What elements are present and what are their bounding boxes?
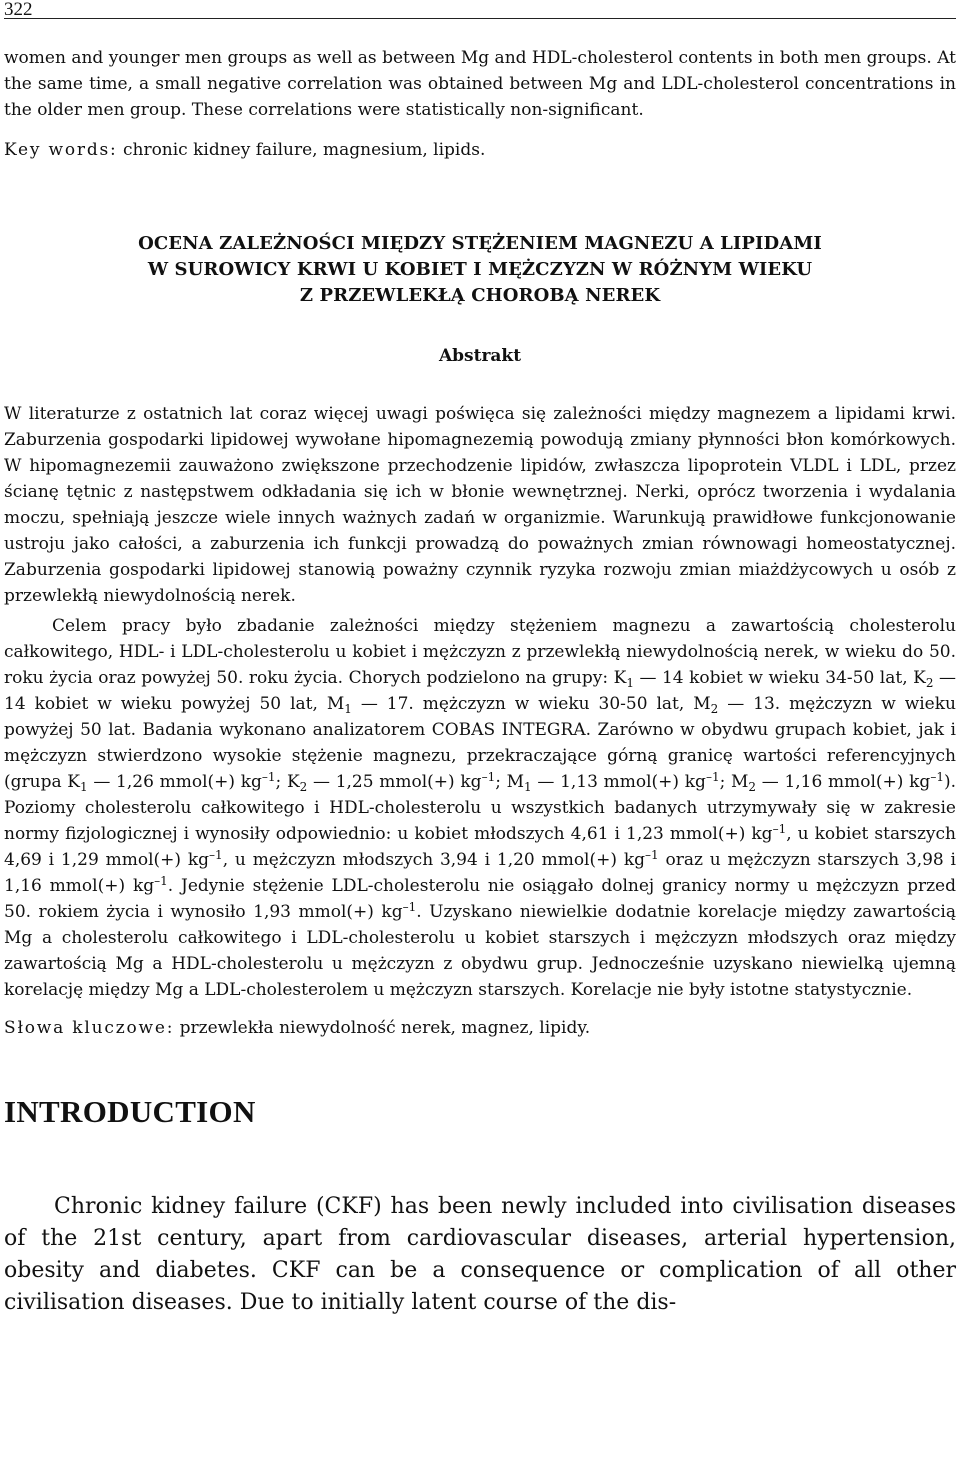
abstrakt-p2-text: ). Poziomy cholesterolu całkowitego i HDL-cholesterolu u wszystkich badanych utrzymywały się w zakresie normy fizjologicznej i wynosiły odpowiednio: u kobiet młodszych 4,61 i 1,23 mmol(+) kg [4,772,956,844]
subscript: 1 [524,780,532,794]
abstrakt-p2-text: ; K [275,772,300,792]
superscript: –1 [209,848,223,862]
abstrakt-p2-text: — 1,26 mmol(+) kg [87,772,262,792]
polish-title-line-1: OCENA ZALEŻNOŚCI MIĘDZY STĘŻENIEM MAGNEZU A LIPIDAMI [138,233,822,254]
abstrakt-p2-text: — 13. mężczyzn w wieku powyżej 50 lat. Badania wykonano analizatorem COBAS INTEGRA. Zarówno w obydwu grupach kobiet, jak i mężczyzn stwierdzono wysokie stężenie magnezu, przekraczające górną granicę wartości referencyjnych (grupa K [4,694,956,792]
superscript: –1 [261,770,276,784]
subscript: 2 [710,702,719,716]
subscript: 1 [626,676,634,690]
abstrakt-p2-text: . Uzyskano niewielkie dodatnie korelacje między zawartością Mg a cholesterolu całkowitego i LDL-cholesterolu u kobiet starszych i mężczyzn młodszych oraz między zawartością Mg a HDL-cholesterolu u mężczyzn z obydwu grup. Jednocześnie uzyskano niewielką ujemną korelację między Mg a LDL-cholesterolem u mężczyzn starszych. Korelacje nie były istotne statystycznie. [4,902,956,1000]
abstrakt-paragraph-2 [4,613,956,1003]
abstrakt-p2-text: — 1,16 mmol(+) kg [756,772,931,792]
superscript: –1 [645,848,659,862]
keywords-pl-label: Słowa kluczowe: [4,1018,175,1038]
abstrakt-p2-text: oraz u mężczyzn starszych 3,98 i 1,16 mmol(+) kg [4,850,956,896]
subscript: 2 [925,676,934,690]
superscript: –1 [705,770,720,784]
abstrakt-p2-text: , u mężczyzn młodszych 3,94 i 1,20 mmol(+) kg [222,850,646,870]
polish-title [4,231,956,309]
abstrakt-p2-text: — 1,13 mmol(+) kg [531,772,706,792]
abstrakt-p2-text: — 14 kobiet w wieku 34-50 lat, K [633,668,926,688]
introduction-paragraph: Chronic kidney failure (CKF) has been newly included into civilisation diseases of the 21st century, apart from cardiovascular diseases, arterial hypertension, obesity and diabetes. CKF can be a consequence or complication of all other civilisation diseases. Due to initially latent course of the dis- [4,1194,956,1315]
abstrakt-p2-text: — 1,25 mmol(+) kg [307,772,482,792]
page-number: 322 [4,0,33,20]
superscript: –1 [481,770,496,784]
subscript: 1 [344,702,352,716]
abstrakt-p2-text: ; M [719,772,749,792]
abstrakt-paragraph-1: W literaturze z ostatnich lat coraz więcej uwagi poświęca się zależności między magnezem a lipidami krwi. Zaburzenia gospodarki lipidowej wywołane hipomagnezemią powodują zmiany płynności błon komórkowych. W hipomagnezemii zauważono zwiększone przechodzenie lipidów, zwłaszcza lipoprotein VLDL i LDL, przez ścianę tętnic z następstwem odkładania się ich w błonie wewnętrznej. Nerki, oprócz tworzenia i wydalania moczu, spełniają jeszcze wiele innych ważnych zadań w organizmie. Warunkują prawidłowe funkcjonowanie ustroju jako całości, a zaburzenia ich funkcji prowadzą do poważnych zmian równowagi homeostatycznej. Zaburzenia gospodarki lipidowej stanowią poważny czynnik ryzyka rozwoju zmian miażdżycowych u osób z przewlekłą niewydolnością nerek. [4,404,956,606]
abstrakt-p2-text: Celem pracy było zbadanie zależności między stężeniem magnezu a zawartością cholesterolu całkowitego, HDL- i LDL-cholesterolu u kobiet i mężczyzn z przewlekłą niewydolnością nerek, w wieku do 50. roku życia oraz powyżej 50. roku życia. Chorych podzielono na grupy: K [4,616,956,688]
abstrakt-heading: Abstrakt [438,346,522,366]
polish-title-line-2: W SUROWICY KRWI U KOBIET I MĘŻCZYZN W RÓŻNYM WIEKU [147,259,813,280]
superscript: –1 [154,874,168,888]
superscript: –1 [402,900,417,914]
abstrakt-p2-text: — 17. mężczyzn w wieku 30-50 lat, M [351,694,711,714]
keywords-en-value: chronic kidney failure, magnesium, lipids. [122,140,486,160]
abstrakt-p2-text: —14 kobiet w wieku powyżej 50 lat, M [4,668,956,714]
header-rule [4,18,956,19]
keywords-pl-value: przewlekła niewydolność nerek, magnez, lipidy. [179,1018,591,1038]
keywords-polish [4,1015,956,1041]
introduction-heading: INTRODUCTION [4,1094,256,1129]
abstrakt-p2-text: , u kobiet starszych 4,69 i 1,29 mmol(+) kg [4,824,956,870]
superscript: –1 [772,822,787,836]
keywords-english [4,137,956,163]
superscript: –1 [930,770,944,784]
page-body [4,45,956,1319]
subscript: 1 [80,780,88,794]
abstrakt-p2-text: . Jedynie stężenie LDL-cholesterolu nie osiągało dolnej granicy normy u mężczyzn przed 50. rokiem życia i wynosiło 1,93 mmol(+) kg [4,876,956,922]
polish-title-line-3: Z PRZEWLEKŁĄ CHOROBĄ NEREK [299,285,661,306]
keywords-en-label: Key words: [4,140,118,160]
abstrakt-p2-text: ; M [495,772,525,792]
subscript: 2 [299,780,308,794]
english-abstract-end: women and younger men groups as well as between Mg and HDL-cholesterol contents in both men groups. At the same time, a small negative correlation was obtained between Mg and LDL-cholesterol concentrations in the older men group. These correlations were statistically non-significant. [4,48,956,120]
subscript: 2 [748,780,757,794]
